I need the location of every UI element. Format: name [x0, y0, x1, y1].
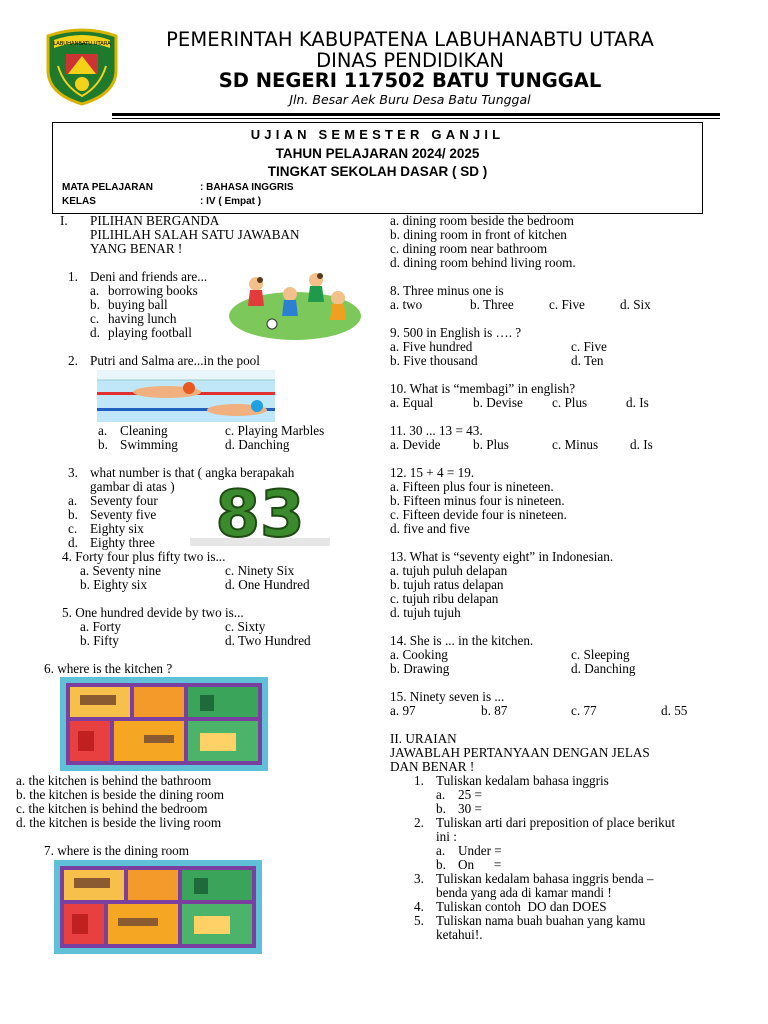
option-text: a. Fifteen plus four is nineteen.	[390, 479, 554, 494]
option-letter: b.	[90, 297, 100, 312]
option-text: b. Devise	[473, 395, 523, 410]
question-number: 3.	[68, 465, 78, 480]
option-text: a. two	[390, 297, 423, 312]
option-text: c. Sixty	[225, 619, 266, 634]
option-text: Seventy four	[90, 493, 158, 508]
number-83-illustration	[190, 484, 330, 546]
option-text: c. 77	[571, 703, 597, 718]
essay-item: Under =	[458, 843, 502, 858]
option-text: a. Devide	[390, 437, 441, 452]
option-letter: c.	[68, 521, 78, 536]
question-number: 2.	[68, 353, 78, 368]
question-text: 11. 30 ... 13 = 43.	[390, 423, 483, 438]
option-text: c. the kitchen is behind the bedroom	[16, 801, 208, 816]
section2-instruction: JAWABLAH PERTANYAAN DENGAN JELAS	[390, 745, 650, 760]
option-text: c. Sleeping	[571, 647, 630, 662]
essay-text: ini :	[436, 829, 457, 844]
question-text: Deni and friends are...	[90, 269, 208, 284]
essay-text: Tuliskan kedalam bahasa inggris benda –	[436, 871, 654, 886]
option-text: a. Forty	[80, 619, 122, 634]
option-text: d. dining room behind living room.	[390, 255, 576, 270]
option-letter: a.	[68, 493, 78, 508]
option-text: playing football	[108, 325, 192, 340]
question-text: 4. Forty four plus fifty two is...	[62, 549, 226, 564]
option-text: a. the kitchen is behind the bathroom	[16, 773, 212, 788]
option-text: d. Six	[620, 297, 651, 312]
school-address: Jln. Besar Aek Buru Desa Batu Tunggal	[289, 92, 531, 107]
option-text: d. Is	[626, 395, 649, 410]
option-text: a. Equal	[390, 395, 434, 410]
option-text: d. One Hundred	[225, 577, 310, 592]
option-text: b. Three	[470, 297, 514, 312]
option-text: c. Fifteen devide four is nineteen.	[390, 507, 567, 522]
option-text: a. Cooking	[390, 647, 448, 662]
option-text: d. the kitchen is beside the living room	[16, 815, 222, 830]
option-text: d. five and five	[390, 521, 470, 536]
house-floorplan-illustration	[60, 677, 268, 771]
option-text: a. Five hundred	[390, 339, 473, 354]
subject-value: : BAHASA INGGRIS	[200, 182, 294, 193]
question-text: 6. where is the kitchen ?	[44, 661, 173, 676]
question-text: Putri and Salma are...in the pool	[90, 353, 260, 368]
essay-letter: b.	[436, 857, 446, 872]
option-text: b. Drawing	[390, 661, 450, 676]
question-text: 15. Ninety seven is ...	[390, 689, 505, 704]
option-text: d. 55	[661, 703, 688, 718]
option-text: b. the kitchen is beside the dining room	[16, 787, 225, 802]
option-letter: b.	[68, 507, 78, 522]
option-letter: d.	[68, 535, 78, 550]
option-letter: c.	[90, 311, 100, 326]
question-text: 13. What is “seventy eight” in Indonesian.	[390, 549, 614, 564]
option-text: borrowing books	[108, 283, 198, 298]
option-text: d. Ten	[571, 353, 604, 368]
essay-item: On =	[458, 857, 502, 872]
essay-text: benda yang ada di kamar mandi !	[436, 885, 612, 900]
option-text: a. dining room beside the bedroom	[390, 213, 574, 228]
question-text: 5. One hundred devide by two is...	[62, 605, 244, 620]
option-text: a. 97	[390, 703, 416, 718]
option-text: a. tujuh puluh delapan	[390, 563, 508, 578]
question-number: 1.	[68, 269, 78, 284]
header-rule-thick	[112, 113, 720, 116]
option-text: d. Danching	[225, 437, 290, 452]
option-text: d. tujuh tujuh	[390, 605, 461, 620]
option-text: c. tujuh ribu delapan	[390, 591, 499, 606]
header-rule-thin	[112, 118, 720, 119]
essay-text: Tuliskan nama buah buahan yang kamu	[436, 913, 646, 928]
department-title: DINAS PENDIDIKAN	[316, 49, 504, 72]
exam-level: TINGKAT SEKOLAH DASAR ( SD )	[267, 164, 488, 179]
class-value: : IV ( Empat )	[200, 196, 262, 207]
question-text: 12. 15 + 4 = 19.	[390, 465, 475, 480]
option-text: d. Two Hundred	[225, 633, 311, 648]
section1-title: PILIHAN BERGANDA	[90, 213, 220, 228]
option-text: b. Plus	[473, 437, 509, 452]
number-83-text: 83	[215, 484, 305, 546]
exam-year: TAHUN PELAJARAN 2024/ 2025	[275, 146, 480, 161]
option-text: b. Fifty	[80, 633, 119, 648]
question-text: 10. What is “membagi” in english?	[390, 381, 576, 396]
question-text: gambar di atas )	[90, 479, 175, 494]
option-text: having lunch	[108, 311, 177, 326]
exam-title: UJIAN SEMESTER GANJIL	[250, 127, 505, 142]
essay-number: 3.	[414, 871, 424, 886]
essay-item: 30 =	[458, 801, 482, 816]
essay-text: ketahui!.	[436, 927, 483, 942]
question-text: 14. She is ... in the kitchen.	[390, 633, 534, 648]
section1-instruction: YANG BENAR !	[90, 241, 183, 256]
question-text: 7. where is the dining room	[44, 843, 190, 858]
option-text: c. Minus	[552, 437, 599, 452]
school-name: SD NEGERI 117502 BATU TUNGGAL	[218, 69, 602, 92]
option-text: c. dining room near bathroom	[390, 241, 548, 256]
logo-text: LABUHANBATU UTARA	[53, 41, 111, 47]
section1-number: I.	[60, 213, 68, 228]
option-text: d. Is	[630, 437, 653, 452]
question-text: 8. Three minus one is	[390, 283, 504, 298]
option-text: Eighty three	[90, 535, 155, 550]
option-text: b. dining room in front of kitchen	[390, 227, 567, 242]
question-text: what number is that ( angka berapakah	[90, 465, 295, 480]
option-text: Swimming	[120, 437, 178, 452]
question-text: 9. 500 in English is …. ?	[390, 325, 522, 340]
essay-number: 4.	[414, 899, 424, 914]
swimming-pool-illustration	[97, 370, 275, 422]
essay-item: 25 =	[458, 787, 482, 802]
option-text: c. Five	[571, 339, 607, 354]
essay-number: 5.	[414, 913, 424, 928]
essay-letter: a.	[436, 787, 446, 802]
option-text: c. Ninety Six	[225, 563, 295, 578]
option-letter: b.	[98, 437, 108, 452]
option-text: b. Five thousand	[390, 353, 478, 368]
option-text: Seventy five	[90, 507, 157, 522]
option-text: Cleaning	[120, 423, 168, 438]
option-text: b. Eighty six	[80, 577, 148, 592]
essay-text: Tuliskan kedalam bahasa inggris	[436, 773, 609, 788]
essay-letter: b.	[436, 801, 446, 816]
option-text: buying ball	[108, 297, 168, 312]
essay-number: 2.	[414, 815, 424, 830]
option-text: c. Five	[549, 297, 585, 312]
essay-number: 1.	[414, 773, 424, 788]
essay-letter: a.	[436, 843, 446, 858]
section1-instruction: PILIHLAH SALAH SATU JAWABAN	[90, 227, 300, 242]
essay-text: Tuliskan arti dari preposition of place berikut	[436, 815, 676, 830]
government-title: PEMERINTAH KABUPATENA LABUHANABTU UTARA	[166, 28, 654, 51]
option-text: Eighty six	[90, 521, 144, 536]
option-text: b. 87	[481, 703, 508, 718]
essay-text: Tuliskan contoh DO dan DOES	[436, 899, 607, 914]
subject-label: MATA PELAJARAN	[62, 182, 153, 193]
house-floorplan-illustration	[54, 860, 262, 954]
option-text: a. Seventy nine	[80, 563, 161, 578]
class-label: KELAS	[62, 196, 96, 207]
section2-instruction: DAN BENAR !	[390, 759, 475, 774]
option-letter: a.	[90, 283, 100, 298]
option-text: b. Fifteen minus four is nineteen.	[390, 493, 565, 508]
option-text: d. Danching	[571, 661, 636, 676]
option-text: c. Playing Marbles	[225, 423, 325, 438]
option-text: b. tujuh ratus delapan	[390, 577, 504, 592]
kids-playing-football-illustration	[228, 270, 362, 340]
section2-title: II. URAIAN	[390, 731, 457, 746]
option-letter: a.	[98, 423, 108, 438]
option-text: c. Plus	[552, 395, 588, 410]
option-letter: d.	[90, 325, 100, 340]
